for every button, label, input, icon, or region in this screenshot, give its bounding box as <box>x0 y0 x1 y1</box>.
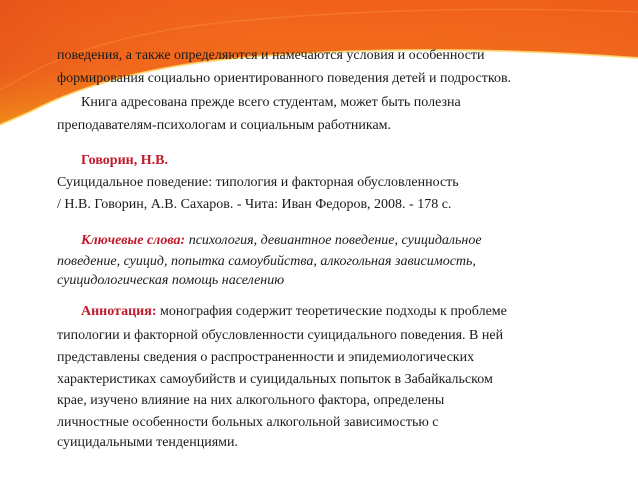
keywords-line <box>81 232 482 250</box>
keywords-text: психология, девиантное поведение, суицидальное <box>185 233 482 248</box>
annotation-line: характеристиках самоубийств и суицидальных попыток в Забайкальском <box>57 372 493 387</box>
annotation-line <box>81 303 507 321</box>
annotation-line: типологии и факторной обусловленности суицидального поведения. В ней <box>57 328 504 343</box>
book-citation-line: / Н.В. Говорин, А.В. Сахаров. - Чита: Иван Федоров, 2008. - 178 с. <box>57 197 452 212</box>
intro-line: формирования социально ориентированного поведения детей и подростков. <box>57 71 512 86</box>
annotation-line: личностные особенности больных алкогольной зависимостью с <box>57 415 439 430</box>
annotation-label: Аннотация: <box>81 304 157 319</box>
annotation-line: крае, изучено влияние на них алкогольного фактора, определены <box>57 393 445 408</box>
annotation-text: монография содержит теоретические подходы к проблеме <box>156 304 507 319</box>
annotation-line: суицидальными тенденциями. <box>57 435 239 450</box>
intro-line: преподавателям-психологам и социальным работникам. <box>57 118 392 133</box>
intro-line: Книга адресована прежде всего студентам, может быть полезна <box>81 95 461 110</box>
keywords-line: суицидологическая помощь населению <box>57 273 285 288</box>
annotation-line: представлены сведения о распространенности и эпидемиологических <box>57 350 475 365</box>
book-title-line: Суицидальное поведение: типология и факторная обусловленность <box>57 175 459 190</box>
keywords-label: Ключевые слова: <box>81 233 186 248</box>
intro-line: поведения, а также определяются и намечаются условия и особенности <box>57 48 485 63</box>
keywords-line: поведение, суицид, попытка самоубийства, алкогольная зависимость, <box>57 254 476 269</box>
book-author: Говорин, Н.В. <box>81 153 168 168</box>
